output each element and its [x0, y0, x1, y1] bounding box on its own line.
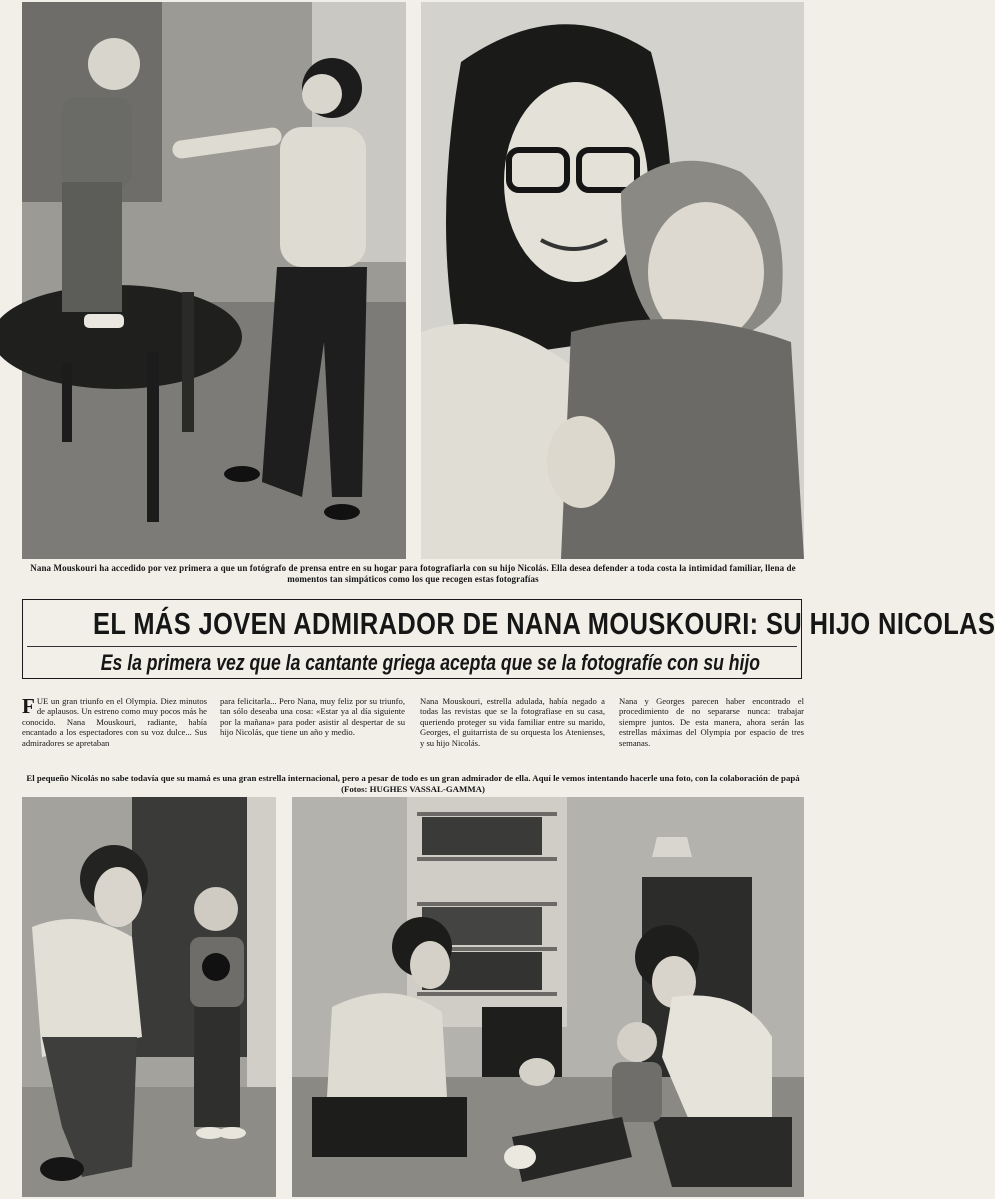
article-column-1-text: UE un gran triunfo en el Olympia. Diez minutos de aplausos. Un estreno como muy pocos más he conocido. Nana Mouskouri, radiante, había encantado a los espectadores con su voz dulce... Sus admiradores se apretaban: [22, 696, 207, 748]
photo-bottom-left: [22, 797, 276, 1197]
woman-dancing-with-child-icon: [22, 2, 406, 559]
article-column-3: Nana Mouskouri, estrella adulada, había negado a todas las revistas que se la fotografiase en su casa, queriendo proteger su vida familiar entre su marido, Georges, el guitarrista de su orquesta los Atenienses, y su hijo Nicolás.: [420, 696, 605, 748]
article-column-1: [22, 696, 207, 748]
article-dropcap: F: [22, 694, 35, 718]
headline-box: [22, 599, 995, 679]
article-column-2: para felicitarla... Pero Nana, muy feliz por su triunfo, tan sólo deseaba una cosa: «Estar ya al día siguiente por la mañana» para poder asistir al despertar de su hijo Nicolás, que tiene un año y medio.: [220, 696, 405, 738]
article-body: [22, 696, 804, 770]
photo-top-left: [22, 2, 406, 559]
headline-divider: [27, 646, 797, 647]
family-playing-on-floor-icon: [292, 797, 804, 1197]
woman-holding-child-icon: [421, 2, 804, 559]
article-column-4: Nana y Georges parecen haber encontrado el procedimiento de no separarse nunca: trabajar siempre juntos. De esta manera, ahora serán las estrellas máximas del Olympia por espacio de tres semanas.: [619, 696, 804, 748]
man-and-child-with-camera-icon: [22, 797, 276, 1197]
top-photo-caption: Nana Mouskouri ha accedido por vez primera a que un fotógrafo de prensa entre en su hogar para fotografiarla con su hijo Nicolás. Ella desea defender a toda costa la intimidad familiar, llena de momentos tan simpáticos como los que recogen estas fotografías: [30, 563, 796, 584]
subheadline: Es la primera vez que la cantante griega acepta que se la fotografíe con su hijo: [100, 650, 761, 675]
headline: EL MÁS JOVEN ADMIRADOR DE NANA MOUSKOURI: SU HIJO NICOLAS: [93, 606, 995, 641]
photo-bottom-right: [292, 797, 804, 1197]
bottom-photo-caption: El pequeño Nicolás no sabe todavía que su mamá es una gran estrella internacional, pero a pesar de todo es un gran admirador de ella. Aquí le vemos intentando hacerle una foto, con la colaboración de papá (Fotos: HUGHES VASSAL-GAMMA): [26, 773, 800, 794]
photo-top-right: [421, 2, 804, 559]
